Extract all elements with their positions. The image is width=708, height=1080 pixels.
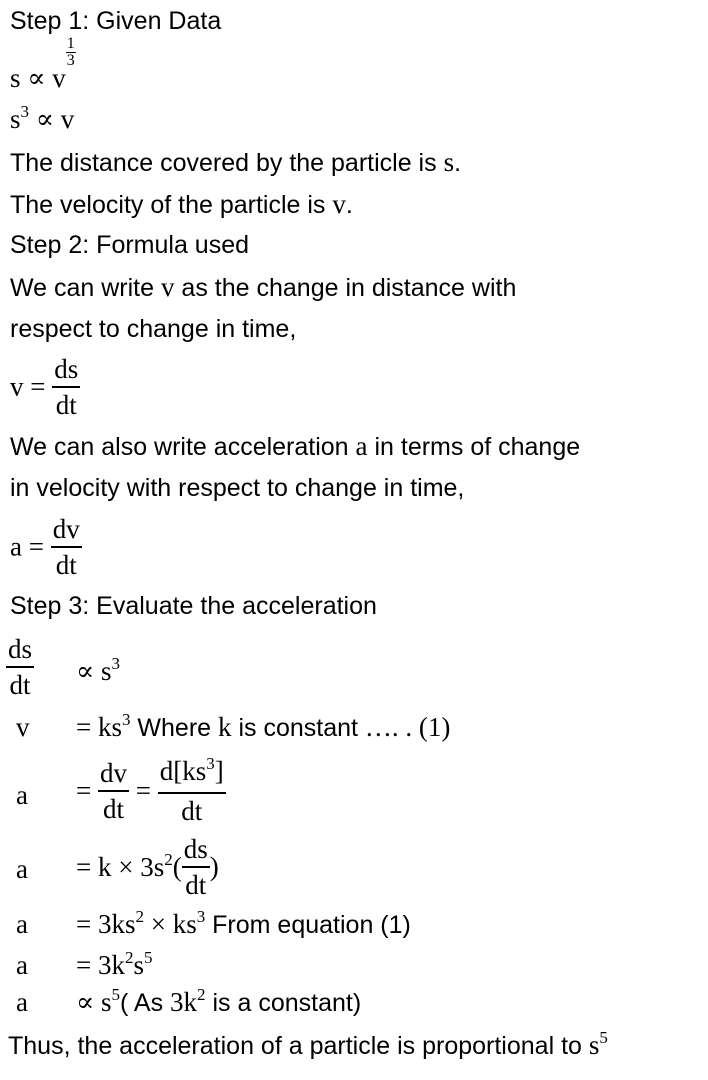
acceleration-formula: a = $\frac{dv}{dt}$	[10, 514, 80, 580]
eq-row-7: a ∝ $s^5$( As $3k^2$ is a constant)	[16, 985, 362, 1017]
eq-row-3: a = $\frac{dv}{dt}$ = $\frac{d[ks^3]}{dt}$	[16, 754, 224, 826]
write-v-line1: We can write v as the change in distance with	[10, 272, 517, 302]
step1-title: Step 1: Given Data	[10, 7, 222, 35]
write-a-line2: in velocity with respect to change in time,	[10, 474, 465, 502]
distance-definition: The distance covered by the particle is s.	[10, 147, 462, 177]
given-proportion-2: $s^3 \propto v$	[10, 102, 75, 134]
given-proportion-1: s ∝ v $\frac{1}{3}$	[10, 35, 75, 93]
ds-dt-fraction: $\frac{ds}{dt}$	[54, 354, 79, 420]
write-v-line2: respect to change in time,	[10, 315, 297, 343]
eq-row-2: v = $ks^3$ Where k is constant …. . (1)	[16, 710, 451, 742]
step2-title: Step 2: Formula used	[10, 231, 250, 259]
ds-dt-fraction: $\frac{ds}{dt}$	[8, 634, 33, 700]
ds-dt-fraction: $\frac{ds}{dt}$	[183, 834, 208, 900]
eq-row-1: $\frac{ds}{dt}$ ∝ $s^3$	[8, 634, 121, 700]
exponent-fraction: $\frac{1}{3}$	[66, 35, 75, 69]
eq-row-6: a = $3k^2s^5$	[16, 948, 153, 980]
velocity-definition: The velocity of the particle is v.	[10, 189, 353, 219]
dv-dt-fraction: $\frac{dv}{dt}$	[52, 514, 80, 580]
eq-row-4: a = $k \times 3s^2$( $\frac{ds}{dt}$ )	[16, 834, 219, 900]
write-a-line1: We can also write acceleration a in terms of change	[10, 431, 581, 461]
velocity-formula: v = $\frac{ds}{dt}$	[10, 354, 79, 420]
eq-row-5: a = $3ks^2 \times ks^3$ From equation (1)	[16, 907, 411, 939]
dv-dt-fraction: $\frac{dv}{dt}$	[99, 758, 127, 824]
dks3-dt-fraction: $\frac{d[ks^3]}{dt}$	[159, 754, 224, 826]
step3-title: Step 3: Evaluate the acceleration	[10, 592, 377, 620]
conclusion: Thus, the acceleration of a particle is proportional to $s^5$	[8, 1028, 608, 1060]
